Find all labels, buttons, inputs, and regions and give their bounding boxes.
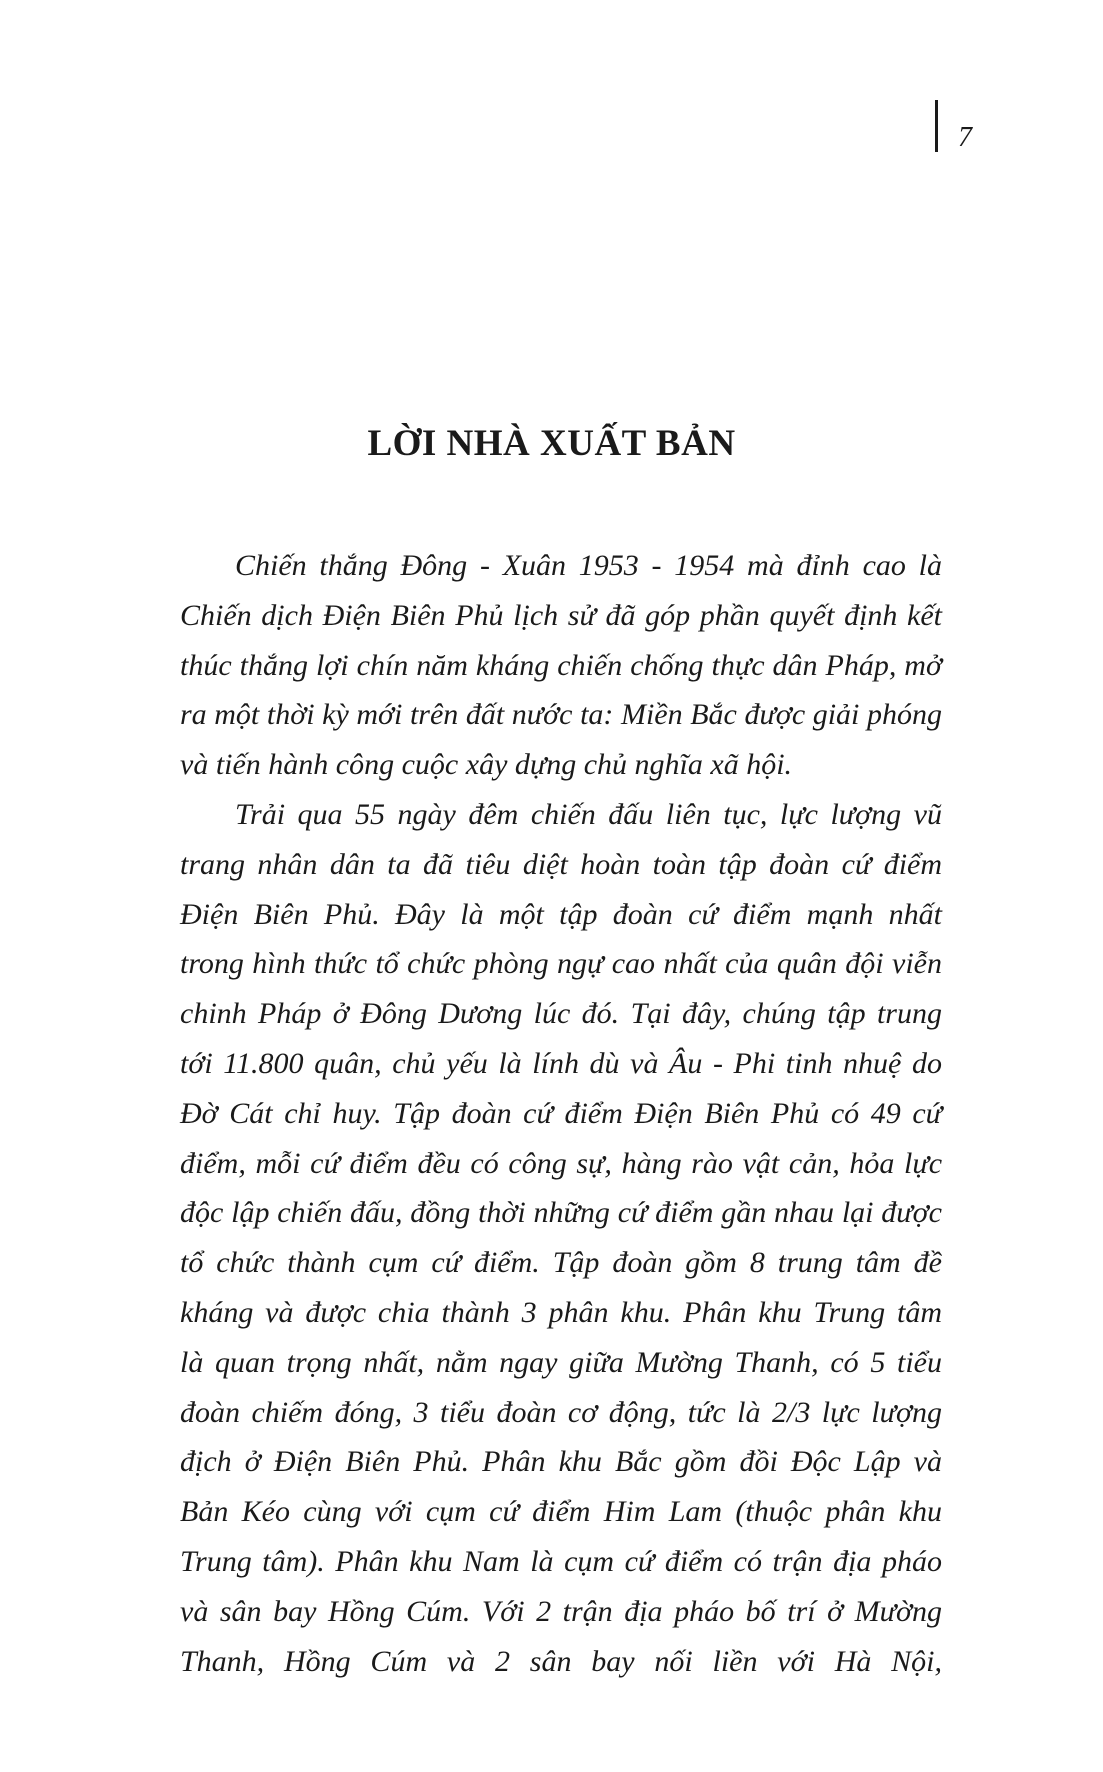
paragraph-2: [180, 790, 942, 1686]
text-line: tới 11.800 quân, chủ yếu là lính dù và Âu - Phi tinh nhuệ do: [180, 1046, 942, 1080]
text-line: trang nhân dân ta đã tiêu diệt hoàn toàn tập đoàn cứ điểm: [180, 847, 943, 881]
text-line: kháng và được chia thành 3 phân khu. Phân khu Trung tâm: [180, 1295, 943, 1329]
paragraph-1: [180, 541, 942, 790]
text-line: Trải qua 55 ngày đêm chiến đấu liên tục, lực lượng vũ: [235, 797, 942, 831]
text-line: Chiến thắng Đông - Xuân 1953 - 1954 mà đỉnh cao là: [235, 549, 942, 582]
text-line: điểm, mỗi cứ điểm đều có công sự, hàng rào vật cản, hỏa lực: [180, 1146, 943, 1180]
text-line: và tiến hành công cuộc xây dựng chủ nghĩa xã hội.: [180, 748, 793, 782]
text-line: Điện Biên Phủ. Đây là một tập đoàn cứ điểm mạnh nhất: [180, 897, 942, 931]
text-line: thúc thắng lợi chín năm kháng chiến chống thực dân Pháp, mở: [180, 648, 942, 682]
text-line: Đờ Cát chỉ huy. Tập đoàn cứ điểm Điện Biên Phủ có 49 cứ: [180, 1096, 943, 1130]
page-number: 7: [958, 122, 972, 153]
text-line: ra một thời kỳ mới trên đất nước ta: Miền Bắc được giải phóng: [180, 698, 942, 732]
text-line: địch ở Điện Biên Phủ. Phân khu Bắc gồm đồi Độc Lập và: [180, 1445, 942, 1479]
body-text: [180, 541, 942, 1686]
text-line: là quan trọng nhất, nằm ngay giữa Mường Thanh, có 5 tiểu: [180, 1345, 942, 1379]
text-line: Chiến dịch Điện Biên Phủ lịch sử đã góp phần quyết định kết: [180, 598, 943, 632]
text-line: độc lập chiến đấu, đồng thời những cứ điểm gần nhau lại được: [180, 1196, 942, 1230]
text-line: Trung tâm). Phân khu Nam là cụm cứ điểm có trận địa pháo: [180, 1544, 942, 1578]
text-line: trong hình thức tổ chức phòng ngự cao nhất của quân đội viễn: [180, 947, 943, 981]
text-line: tổ chức thành cụm cứ điểm. Tập đoàn gồm 8 trung tâm đề: [180, 1246, 942, 1280]
text-line: chinh Pháp ở Đông Dương lúc đó. Tại đây, chúng tập trung: [180, 997, 942, 1031]
header-rule: [935, 100, 938, 152]
page-title: LỜI NHÀ XUẤT BẢN: [367, 423, 736, 464]
text-line: đoàn chiếm đóng, 3 tiểu đoàn cơ động, tức là 2/3 lực lượng: [180, 1395, 942, 1429]
text-line: Thanh, Hồng Cúm và 2 sân bay nối liền với Hà Nội,: [180, 1644, 943, 1678]
text-line: Bản Kéo cùng với cụm cứ điểm Him Lam (thuộc phân khu: [180, 1495, 942, 1529]
text-line: và sân bay Hồng Cúm. Với 2 trận địa pháo bố trí ở Mường: [180, 1594, 943, 1628]
